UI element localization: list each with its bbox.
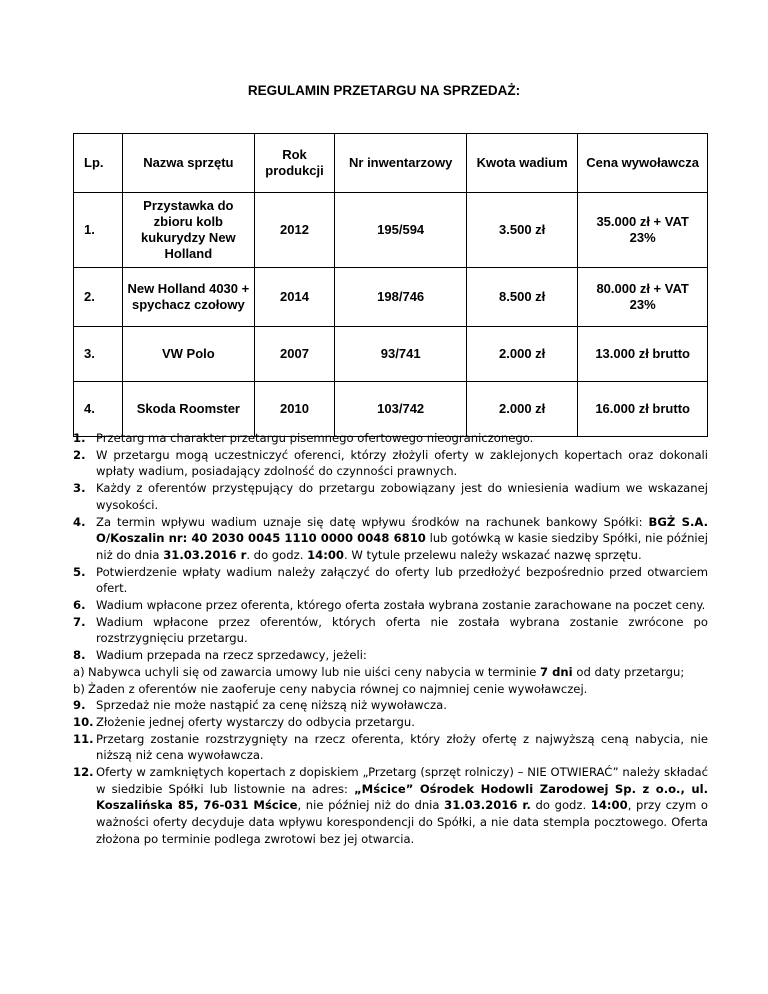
rule-text: Oferty w zamkniętych kopertach z dopiskiem „Przetarg (sprzęt rolniczy) – NIE OTWIERAĆ” należy składać w siedzibie Spółki lub listownie na adres: xyxy=(96,765,708,796)
table-row xyxy=(74,382,708,437)
rule-text: Sprzedaż nie może nastąpić za cenę niższą niż wywoławcza. xyxy=(96,698,447,713)
rule-text: Wadium przepada na rzecz sprzedawcy, jeżeli: xyxy=(96,648,367,663)
deadline-date: 31.03.2016 r xyxy=(163,547,247,562)
rule-text: . do godz. xyxy=(246,547,308,562)
header-price: Cena wywoławcza xyxy=(578,134,708,193)
rule-item xyxy=(73,430,708,447)
cell-price: 35.000 zł + VAT 23% xyxy=(578,193,708,268)
rule-number: 7. xyxy=(73,614,86,629)
rule-text: Złożenie jednej oferty wystarczy do odbycia przetargu. xyxy=(96,714,415,729)
cell-lp: 3. xyxy=(74,327,123,382)
cell-year: 2014 xyxy=(254,268,335,327)
rule-number: 8. xyxy=(73,648,86,663)
rule-item xyxy=(73,731,708,764)
rule-item xyxy=(73,447,708,480)
cell-year: 2010 xyxy=(254,382,335,437)
deadline-time: 14:00 xyxy=(307,547,344,562)
deadline-date: 31.03.2016 r. xyxy=(444,798,531,813)
rule-item xyxy=(73,764,708,848)
rule-item xyxy=(73,697,708,714)
rule-text: do godz. xyxy=(530,798,591,813)
cell-deposit: 2.000 zł xyxy=(467,327,578,382)
header-name: Nazwa sprzętu xyxy=(123,134,255,193)
header-deposit: Kwota wadium xyxy=(467,134,578,193)
rule-text: Wadium wpłacone przez oferentów, których oferta nie została wybrana zostanie zwrócone po rozstrzygnięciu przetargu. xyxy=(96,614,708,646)
cell-inventory: 198/746 xyxy=(335,268,467,327)
cell-name: Przystawka do zbioru kolb kukurydzy New Holland xyxy=(123,193,255,268)
cell-inventory: 93/741 xyxy=(335,327,467,382)
header-lp: Lp. xyxy=(74,134,123,193)
rule-text: Każdy z oferentów przystępujący do przetargu zobowiązany jest do wniesienia wadium we wskazanej wysokości. xyxy=(96,481,708,512)
rule-text: . W tytule przelewu należy wskazać nazwę sprzętu. xyxy=(344,547,642,562)
cell-deposit: 2.000 zł xyxy=(467,382,578,437)
rule-number: 3. xyxy=(73,481,86,496)
cell-lp: 2. xyxy=(74,268,123,327)
cell-inventory: 195/594 xyxy=(335,193,467,268)
table-row xyxy=(74,327,708,382)
table-row xyxy=(74,193,708,268)
rule-number: 12. xyxy=(73,765,94,780)
rule-letter: a) xyxy=(73,664,85,679)
cell-year: 2007 xyxy=(254,327,335,382)
cell-price: 16.000 zł brutto xyxy=(578,382,708,437)
rule-item xyxy=(73,714,708,731)
cell-name: VW Polo xyxy=(123,327,255,382)
rules-list xyxy=(73,430,708,848)
table-row xyxy=(74,268,708,327)
rule-item xyxy=(73,597,708,614)
cell-deposit: 3.500 zł xyxy=(467,193,578,268)
rule-text: , przy czym o ważności oferty decyduje data wpływu korespondencji do Spółki, a nie data stempla pocztowego. Oferta złożona po terminie podlega zwrotowi bez jej otwarcia. xyxy=(96,798,708,846)
rule-number: 9. xyxy=(73,698,86,713)
rule-letter: b) xyxy=(73,681,85,696)
cell-deposit: 8.500 zł xyxy=(467,268,578,327)
rule-text: Żaden z oferentów nie zaoferuje ceny nabycia równej co najmniej cenie wywoławczej. xyxy=(88,681,588,696)
cell-name: New Holland 4030 + spychacz czołowy xyxy=(123,268,255,327)
rule-text: Potwierdzenie wpłaty wadium należy załączyć do oferty lub przedłożyć bezpośrednio przed otwarciem ofert. xyxy=(96,564,708,596)
table-header-row xyxy=(74,134,708,193)
header-inventory: Nr inwentarzowy xyxy=(335,134,467,193)
rule-number: 4. xyxy=(73,514,86,529)
deadline-time: 14:00 xyxy=(590,798,628,813)
rule-text: Przetarg ma charakter przetargu pisemnego ofertowego nieograniczonego. xyxy=(96,431,534,445)
rule-text: W przetargu mogą uczestniczyć oferenci, którzy złożyli oferty w zaklejonych kopertach oraz dokonali wpłaty wadium, posiadający zdolność do czynności prawnych. xyxy=(96,447,708,479)
rule-text: Za termin wpływu wadium uznaje się datę wpływu środków na rachunek bankowy Spółki: xyxy=(96,514,649,529)
rule-text: lub gotówką w kasie siedziby Spółki, nie później niż do dnia xyxy=(96,531,708,562)
header-year: Rok produkcji xyxy=(254,134,335,193)
cell-price: 13.000 zł brutto xyxy=(578,327,708,382)
cell-price: 80.000 zł + VAT 23% xyxy=(578,268,708,327)
rule-item xyxy=(73,614,708,647)
rule-text: od daty przetargu; xyxy=(572,664,685,679)
cell-inventory: 103/742 xyxy=(335,382,467,437)
equipment-table xyxy=(73,133,708,437)
rule-item xyxy=(73,647,708,664)
cell-lp: 1. xyxy=(74,193,123,268)
payment-days: 7 dni xyxy=(540,664,573,679)
document-title: REGULAMIN PRZETARGU NA SPRZEDAŻ: xyxy=(247,83,521,98)
rule-item xyxy=(73,564,708,597)
rule-text: , nie później niż do dnia xyxy=(297,798,445,813)
rule-text: Nabywca uchyli się od zawarcia umowy lub nie uiści ceny nabycia w terminie xyxy=(88,664,541,679)
rule-item xyxy=(73,514,708,564)
rule-item xyxy=(73,480,708,513)
cell-year: 2012 xyxy=(254,193,335,268)
company-address: „Mścice” Ośrodek Hodowli Zarodowej Sp. z o.o., ul. Koszalińska 85, 76-031 Mścice xyxy=(96,781,708,813)
cell-lp: 4. xyxy=(74,382,123,437)
cell-name: Skoda Roomster xyxy=(123,382,255,437)
rule-text: Wadium wpłacone przez oferenta, którego oferta została wybrana zostanie zarachowane na poczet ceny. xyxy=(96,598,706,613)
rule-number: 2. xyxy=(73,447,86,462)
rule-text: Przetarg zostanie rozstrzygnięty na rzecz oferenta, który złoży ofertę z najwyższą ceną nabycia, nie niższą niż cena wywoławcza. xyxy=(96,731,708,763)
rule-number: 6. xyxy=(73,598,86,613)
rule-number: 11. xyxy=(73,731,94,746)
rule-item xyxy=(73,664,708,681)
rule-number: 5. xyxy=(73,564,86,579)
rule-item xyxy=(73,681,708,698)
bank-account: BGŻ S.A. O/Koszalin nr: 40 2030 0045 1110 0000 0048 6810 xyxy=(96,514,708,546)
rule-number: 1. xyxy=(73,431,86,445)
rule-number: 10. xyxy=(73,714,94,729)
